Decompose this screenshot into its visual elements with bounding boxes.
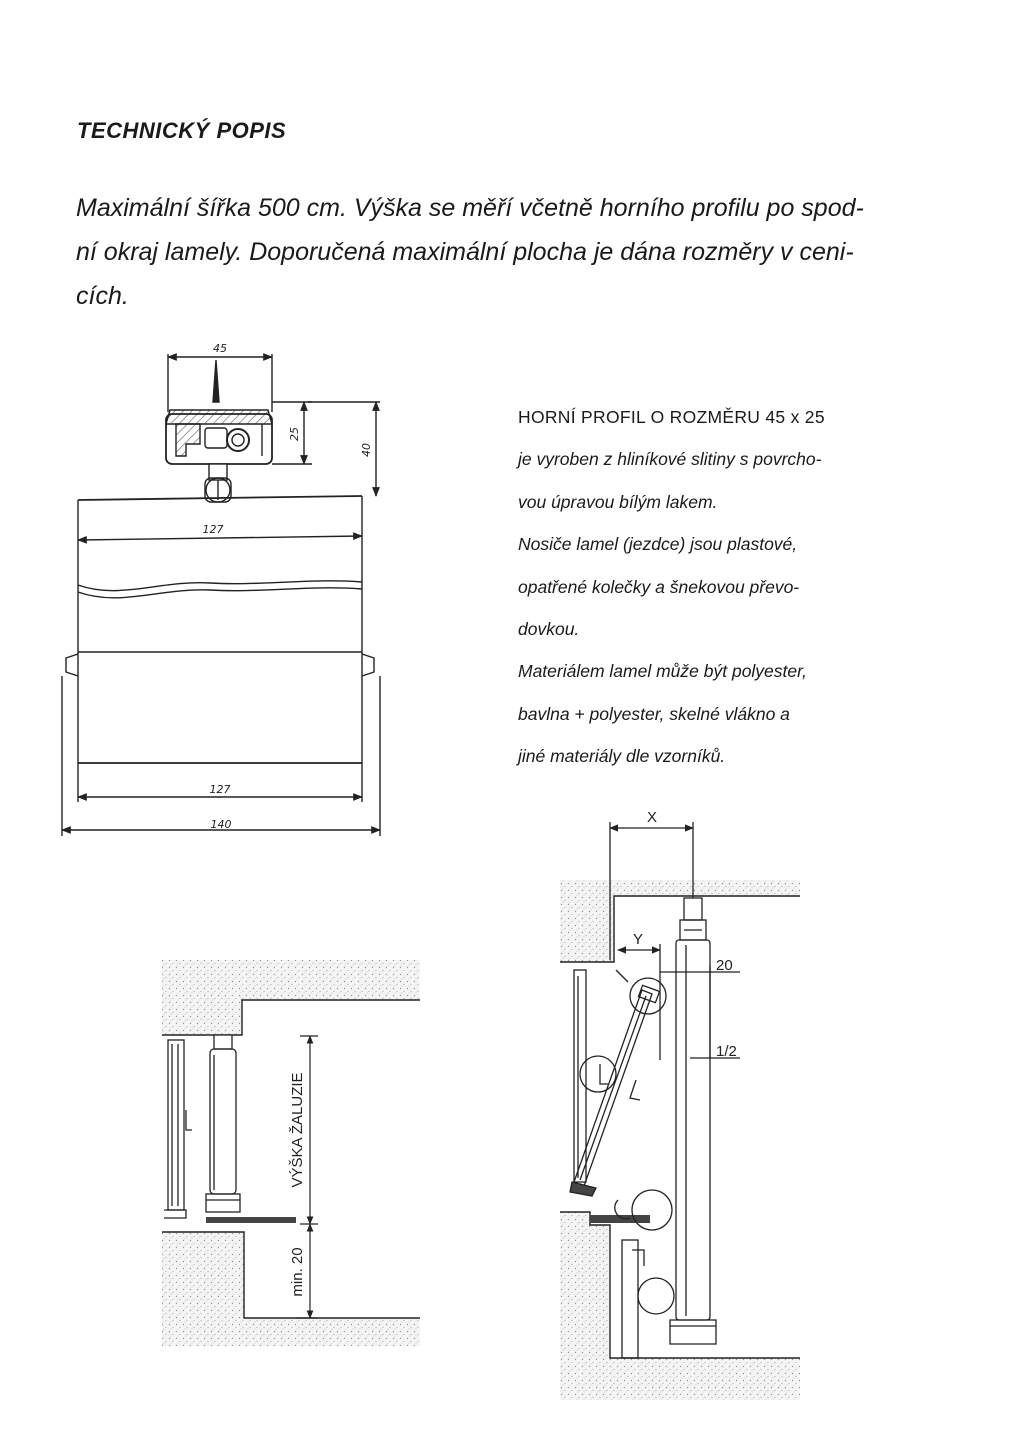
spec-line: vou úpravou bílým lakem. xyxy=(518,491,718,512)
page-title: TECHNICKÝ POPIS xyxy=(77,118,287,143)
dim-140-label: 140 xyxy=(210,818,232,831)
spec-line: Materiálem lamel může být polyester, xyxy=(518,661,807,682)
label-vyska-zaluzie: VÝŠKA ŽALUZIE xyxy=(289,1072,306,1188)
label-y: Y xyxy=(632,931,644,948)
label-20: 20 xyxy=(716,957,733,974)
profile-drawing xyxy=(62,354,380,836)
dim-40-label: 40 xyxy=(360,443,373,457)
dim-25-label: 25 xyxy=(288,427,301,441)
intro-line: ní okraj lamely. Doporučená maximální plocha je dána rozměry v ceni- xyxy=(76,238,854,266)
spec-line: Nosiče lamel (jezdce) jsou plastové, xyxy=(518,534,798,555)
dim-127-upper-label: 127 xyxy=(202,523,224,536)
spec-line: dovkou. xyxy=(518,619,580,640)
intro-line: Maximální šířka 500 cm. Výška se měří včetně horního profilu po spod- xyxy=(76,194,864,222)
label-x: X xyxy=(646,809,658,826)
spec-heading: HORNÍ PROFIL O ROZMĚRU 45 x 25 xyxy=(518,407,825,427)
intro-line: cích. xyxy=(76,282,129,310)
spec-line: bavlna + polyester, skelné vlákno a xyxy=(518,703,790,724)
section-left-drawing xyxy=(162,960,420,1346)
section-right-drawing xyxy=(560,809,800,1400)
dim-127-lower-label: 127 xyxy=(209,783,231,796)
spec-line: je vyroben z hliníkové slitiny s povrcho- xyxy=(518,449,822,470)
label-min-20: min. 20 xyxy=(289,1247,306,1297)
label-one-half: 1/2 xyxy=(716,1043,737,1060)
spec-line: opatřené kolečky a šnekovou převo- xyxy=(518,576,800,597)
dim-45-label: 45 xyxy=(213,342,227,355)
spec-line: jiné materiály dle vzorníků. xyxy=(518,746,726,767)
